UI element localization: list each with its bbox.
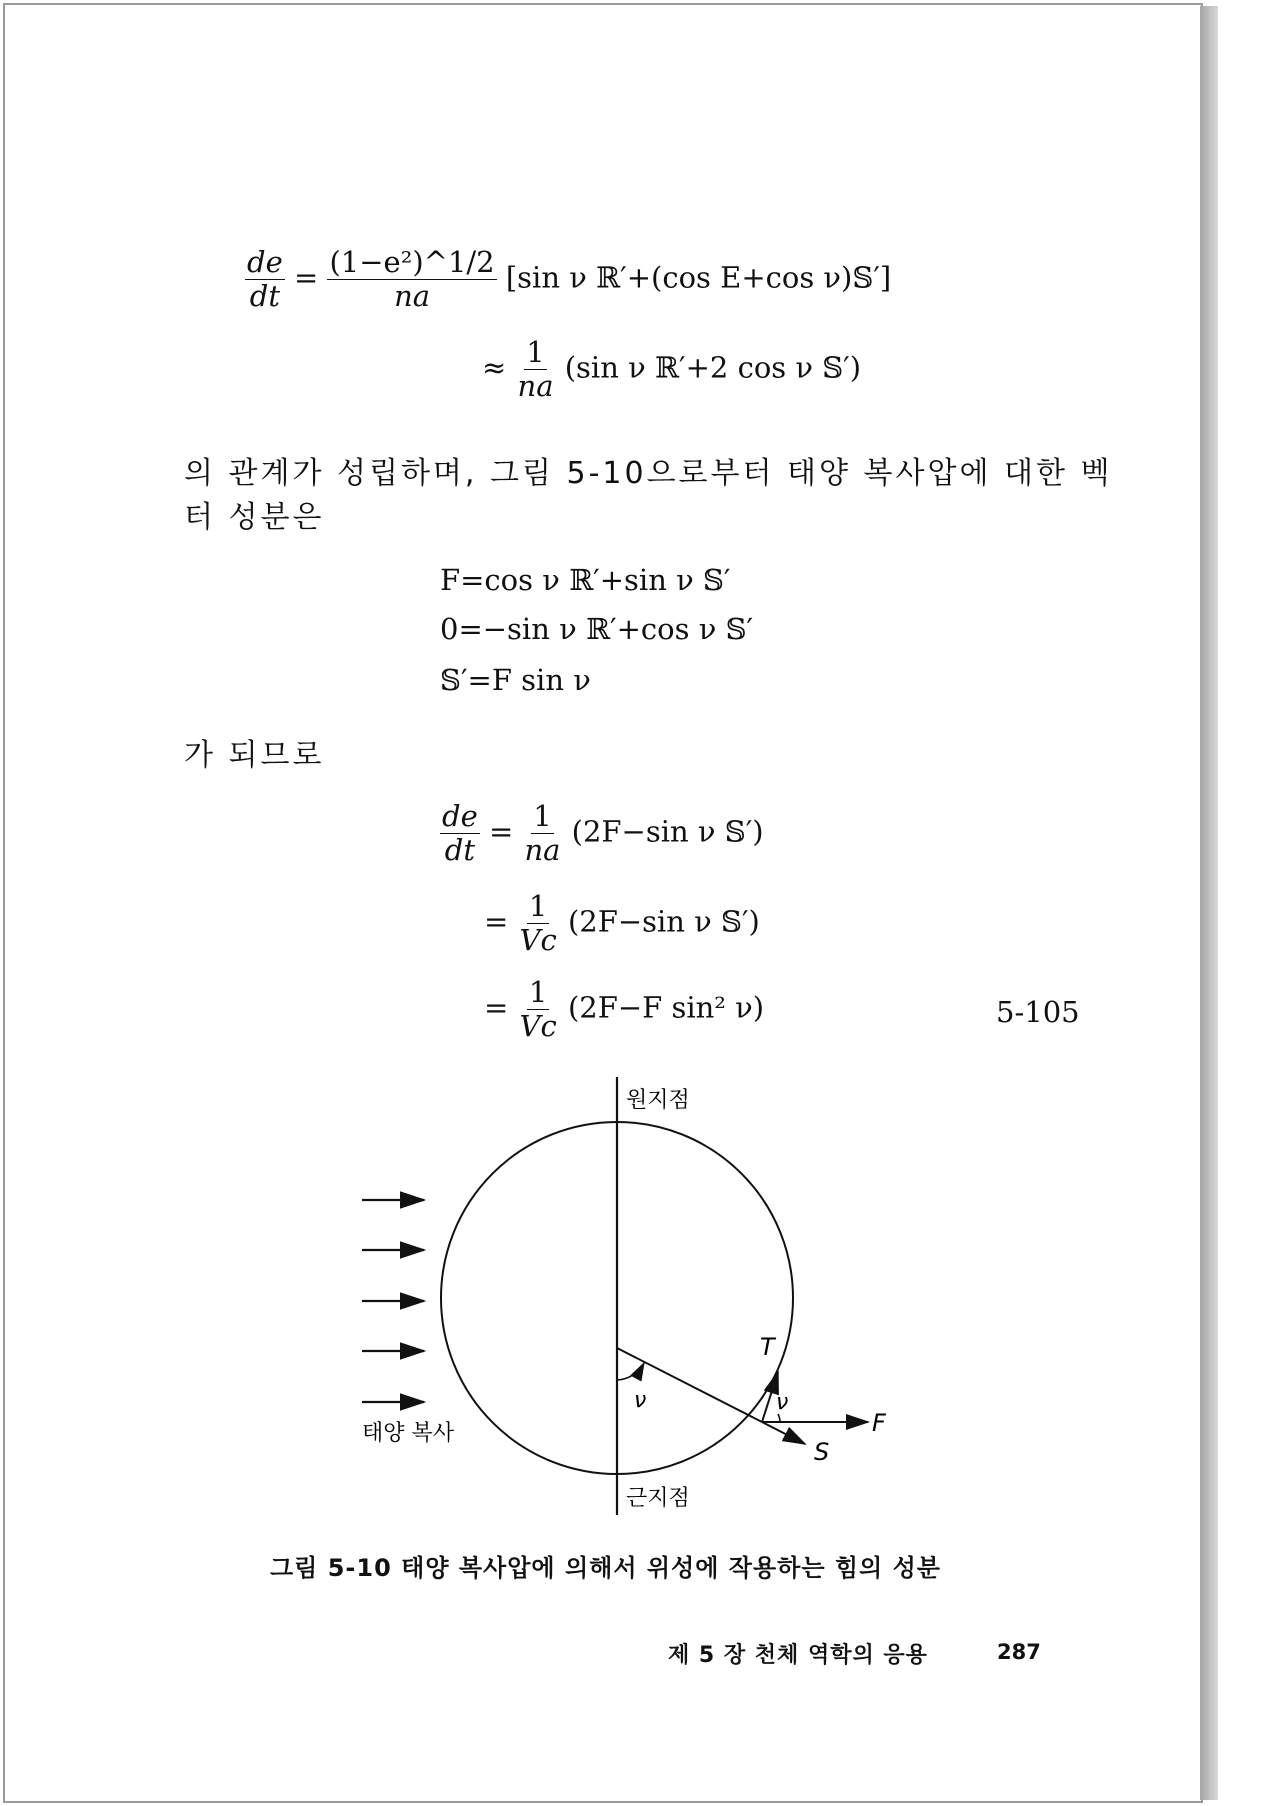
eq1-rhs-bracket: [sin ν ℝ′+(cos E+cos ν)𝕊′] bbox=[505, 260, 892, 295]
d1-denominator: na bbox=[524, 833, 561, 867]
f-vector-label: F bbox=[872, 1409, 886, 1437]
f-angle-arc bbox=[778, 1414, 780, 1422]
t-vector-label: T bbox=[760, 1333, 775, 1361]
eq2-numerator: 1 bbox=[526, 335, 545, 369]
perigee-label: 근지점 bbox=[626, 1486, 690, 1511]
d1-tail: (2F−sin ν 𝕊′) bbox=[571, 814, 764, 849]
component-line-1: F=cos ν ℝ′+sin ν 𝕊′ bbox=[440, 563, 731, 597]
page-edge-shadow bbox=[1200, 6, 1218, 1800]
derivation-line-3: = $\frac{1}{Vc}$ (2F−F sin² ν) bbox=[484, 975, 765, 1043]
eq1-rhs-numerator: (1−e²)^1/2 bbox=[329, 245, 495, 279]
derivation-line-2: = $\frac{1}{Vc}$ (2F−sin ν 𝕊′) bbox=[484, 889, 760, 957]
s-vector bbox=[762, 1422, 805, 1444]
eq1-lhs-denominator: dt bbox=[249, 279, 280, 313]
f-angle-label: ν bbox=[776, 1390, 789, 1415]
eq1-rhs-denominator: na bbox=[394, 279, 431, 313]
component-line-3: 𝕊′=F sin ν bbox=[440, 663, 591, 697]
page-number: 287 bbox=[997, 1640, 1041, 1664]
figure-5-10 bbox=[340, 1070, 940, 1520]
equation-number: 5-105 bbox=[996, 995, 1080, 1029]
d2-denominator: Vc bbox=[519, 923, 557, 957]
apogee-label: 원지점 bbox=[626, 1088, 690, 1113]
center-angle-arc bbox=[617, 1363, 644, 1380]
d1-numerator: 1 bbox=[533, 799, 552, 833]
d1-lhs-denominator: dt bbox=[444, 833, 475, 867]
center-angle-label: ν bbox=[634, 1388, 647, 1413]
d2-tail: (2F−sin ν 𝕊′) bbox=[567, 904, 760, 939]
d2-numerator: 1 bbox=[528, 889, 548, 923]
equation-1: $\frac{de}{dt}$ = $\frac{\text{(1−e²)\textasciicircum{}1/2}}{na}$ [sin ν ℝ′+(cos E+cos ν)𝕊′] bbox=[247, 245, 892, 313]
d1-lhs-numerator: de bbox=[442, 799, 478, 833]
solar-arrows bbox=[362, 1200, 424, 1402]
solar-radiation-label: 태양 복사 bbox=[362, 1421, 455, 1446]
d3-numerator: 1 bbox=[528, 975, 548, 1009]
eq2-tail: (sin ν ℝ′+2 cos ν 𝕊′) bbox=[564, 350, 862, 385]
paragraph-1-line-2: 터 성분은 bbox=[184, 500, 325, 535]
eq1-lhs-numerator: de bbox=[247, 245, 283, 279]
s-vector-label: S bbox=[814, 1438, 830, 1466]
derivation-line-1: $\frac{de}{dt}$ = $\frac{1}{na}$ (2F−sin ν 𝕊′) bbox=[442, 799, 764, 867]
chapter-footer: 제 5 장 천체 역학의 응용 bbox=[668, 1643, 928, 1668]
paragraph-1-line-1: 의 관계가 성립하며, 그림 5-10으로부터 태양 복사압에 대한 벡 bbox=[184, 456, 1113, 491]
equation-2: ≈ $\frac{1}{na}$ (sin ν ℝ′+2 cos ν 𝕊′) bbox=[482, 335, 862, 403]
component-line-2: 0=−sin ν ℝ′+cos ν 𝕊′ bbox=[440, 612, 754, 646]
figure-caption: 그림 5-10 태양 복사압에 의해서 위성에 작용하는 힘의 성분 bbox=[270, 1554, 941, 1582]
d3-tail: (2F−F sin² ν) bbox=[567, 990, 765, 1025]
paragraph-2: 가 되므로 bbox=[184, 738, 325, 773]
eq2-denominator: na bbox=[517, 369, 554, 403]
d3-denominator: Vc bbox=[519, 1009, 557, 1043]
